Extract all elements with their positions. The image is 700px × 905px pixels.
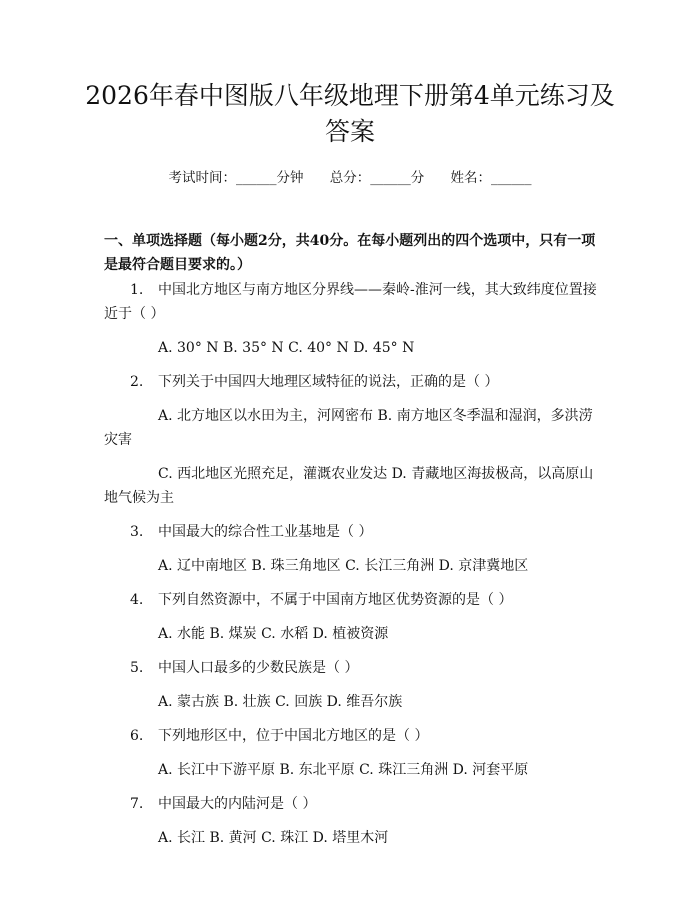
question-2 [104, 370, 600, 510]
question-stem [104, 370, 600, 394]
question-4 [104, 588, 600, 646]
exam-time: 考试时间：______分钟 [168, 170, 304, 186]
question-number: 1. [130, 282, 144, 298]
question-text: 下列自然资源中，不属于中国南方地区优势资源的是（ ） [158, 592, 513, 608]
question-options: A. 北方地区以水田为主，河网密布 B. 南方地区冬季温和湿润，多洪涝灾害 [104, 408, 593, 448]
question-options: A. 水能 B. 煤炭 C. 水稻 D. 植被资源 [158, 626, 389, 642]
question-text: 中国人口最多的少数民族是（ ） [158, 660, 359, 676]
question-stem [104, 792, 600, 816]
student-name: 姓名：______ [450, 170, 532, 186]
question-options: A. 长江 B. 黄河 C. 珠江 D. 塔里木河 [158, 830, 389, 846]
question-7 [104, 792, 600, 850]
question-stem [104, 588, 600, 612]
question-stem [104, 724, 600, 748]
question-stem [104, 278, 600, 326]
question-number: 4. [130, 592, 144, 608]
question-number: 7. [130, 796, 144, 812]
question-1 [104, 278, 600, 360]
question-options: A. 蒙古族 B. 壮族 C. 回族 D. 维吾尔族 [158, 694, 403, 710]
question-text: 下列关于中国四大地理区域特征的说法，正确的是（ ） [158, 374, 499, 390]
question-text: 下列地形区中，位于中国北方地区的是（ ） [158, 728, 429, 744]
question-options: A. 长江中下游平原 B. 东北平原 C. 珠江三角洲 D. 河套平原 [158, 762, 529, 778]
question-number: 2. [130, 374, 144, 390]
document-title: 2026年春中图版八年级地理下册第4单元练习及答案 [85, 81, 615, 146]
question-options: A. 30° N B. 35° N C. 40° N D. 45° N [158, 340, 415, 356]
question-options: A. 辽中南地区 B. 珠三角地区 C. 长江三角洲 D. 京津冀地区 [158, 558, 529, 574]
question-6 [104, 724, 600, 782]
question-3 [104, 520, 600, 578]
question-stem [104, 520, 600, 544]
question-5 [104, 656, 600, 714]
exam-meta [0, 168, 700, 188]
question-list [104, 278, 600, 860]
question-stem [104, 656, 600, 680]
section-heading: 一、单项选择题（每小题2分，共40分。在每小题列出的四个选项中，只有一项是最符合题目要求的。） [104, 233, 596, 273]
question-number: 6. [130, 728, 144, 744]
question-text: 中国最大的内陆河是（ ） [158, 796, 317, 812]
question-number: 3. [130, 524, 144, 540]
question-text: 中国北方地区与南方地区分界线——秦岭-淮河一线，其大致纬度位置接近于（ ） [104, 282, 597, 322]
question-options: C. 西北地区光照充足，灌溉农业发达 D. 青藏地区海拔极高，以高原山地气候为主 [104, 466, 594, 506]
question-number: 5. [130, 660, 144, 676]
question-text: 中国最大的综合性工业基地是（ ） [158, 524, 373, 540]
total-score: 总分：______分 [329, 170, 425, 186]
